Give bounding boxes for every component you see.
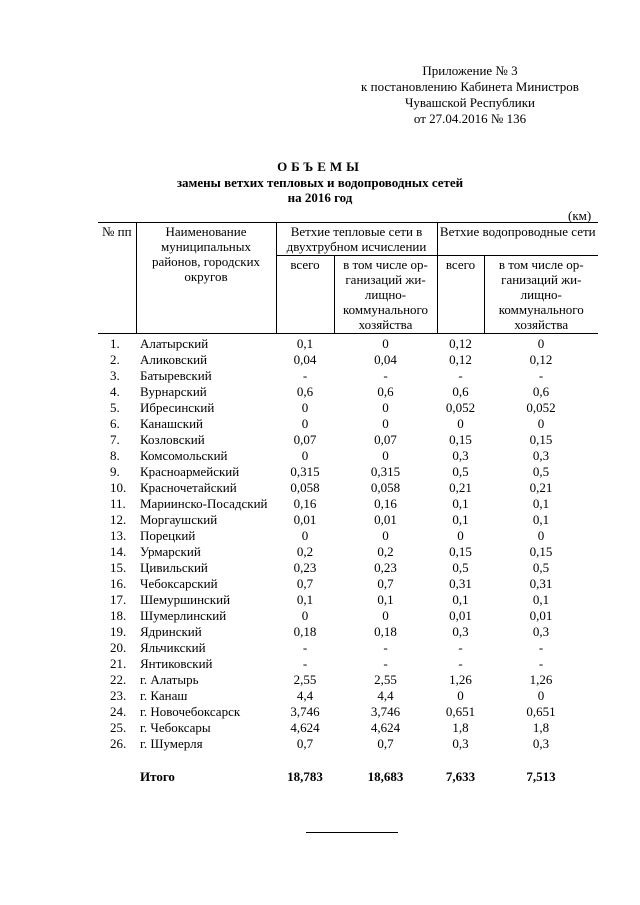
row-number: 5. [110, 400, 120, 415]
row-value-h-incl: 2,55 [374, 672, 397, 687]
row-value-w-incl: 0,1 [532, 592, 550, 607]
row-value-w-total: 0,1 [452, 592, 469, 607]
title-subtitle-1: замены ветхих тепловых и водопроводных сетей [176, 175, 464, 190]
row-value-w-total: - [458, 640, 463, 655]
row-number: 23. [110, 688, 127, 703]
row-value-w-total: 0,21 [449, 480, 472, 495]
table-row [98, 352, 598, 368]
row-number: 3. [110, 368, 120, 383]
row-value-h-total: 0 [301, 400, 309, 415]
row-number: 1. [110, 336, 120, 351]
title-heading: ОБЪЕМЫ [277, 159, 363, 174]
row-value-w-total: 1,26 [449, 672, 472, 687]
table-row [98, 528, 598, 544]
row-number: 24. [110, 704, 127, 719]
row-district-name: Чебоксарский [140, 576, 218, 591]
table-row [98, 384, 598, 400]
row-number: 14. [110, 544, 127, 559]
table-row [98, 416, 598, 432]
row-district-name: г. Новочебоксарск [140, 704, 241, 719]
volumes-table [98, 222, 598, 785]
row-number: 21. [110, 656, 127, 671]
row-value-w-total: 0,01 [449, 608, 472, 623]
row-value-h-total: 0,6 [296, 384, 314, 399]
table-row [98, 464, 598, 480]
total-value-w-incl: 7,513 [526, 769, 556, 784]
total-num-cell [98, 768, 136, 785]
row-value-h-total: 0,16 [293, 496, 317, 511]
row-value-w-incl: - [538, 368, 544, 383]
appendix-block [330, 63, 610, 127]
table-row [98, 496, 598, 512]
row-value-w-incl: 0 [537, 336, 545, 351]
row-value-h-total: 0 [301, 528, 309, 543]
header-num: № пп [98, 223, 136, 334]
row-district-name: Порецкий [140, 528, 196, 543]
row-value-w-incl: - [538, 656, 544, 671]
row-value-w-total: 0,3 [452, 448, 469, 463]
row-value-w-total: 0,052 [445, 400, 476, 415]
table-row [98, 334, 598, 353]
row-number: 16. [110, 576, 127, 591]
header-heat-total: всего [276, 256, 334, 334]
row-number: 26. [110, 736, 127, 751]
table-header [98, 223, 598, 334]
row-district-name: г. Канаш [140, 688, 188, 703]
row-value-w-incl: 0,3 [532, 736, 550, 751]
row-value-h-incl: 0,1 [377, 592, 394, 607]
row-value-w-incl: 0,12 [529, 352, 553, 367]
appendix-line-3: Чувашской Республики [404, 95, 536, 110]
row-value-h-incl: 0,7 [377, 576, 394, 591]
row-district-name: Козловский [140, 432, 205, 447]
row-number: 19. [110, 624, 127, 639]
row-value-h-incl: 0,04 [374, 352, 397, 367]
row-number: 7. [110, 432, 120, 447]
row-value-h-total: 0 [301, 416, 309, 431]
table-row [98, 736, 598, 752]
row-value-w-total: 0 [457, 416, 464, 431]
table-row [98, 656, 598, 672]
row-value-h-total: 0,1 [296, 592, 314, 607]
row-value-w-incl: 0 [537, 528, 545, 543]
row-number: 17. [110, 592, 127, 607]
total-label: Итого [140, 769, 175, 784]
row-value-w-total: 0,3 [452, 624, 469, 639]
row-value-h-total: 0,315 [290, 464, 320, 479]
row-value-w-incl: 0 [537, 688, 545, 703]
total-value-w-total: 7,633 [445, 769, 476, 784]
row-number: 4. [110, 384, 120, 399]
row-value-w-total: 0,6 [452, 384, 469, 399]
table-row [98, 480, 598, 496]
row-value-h-incl: - [383, 656, 388, 671]
row-value-w-incl: 0,15 [529, 432, 553, 447]
row-district-name: Вурнарский [140, 384, 207, 399]
row-district-name: Урмарский [140, 544, 201, 559]
table-row [98, 640, 598, 656]
row-number: 20. [110, 640, 127, 655]
row-value-w-total: 0,12 [449, 336, 472, 351]
row-value-w-incl: 0 [537, 416, 545, 431]
header-heat-incl: в том числе ор-ганизаций жи-лищно-коммунального хозяйства [334, 256, 437, 334]
row-district-name: Цивильский [140, 560, 208, 575]
row-number: 6. [110, 416, 120, 431]
row-value-h-incl: - [383, 368, 388, 383]
row-value-w-total: - [458, 656, 463, 671]
table-row [98, 592, 598, 608]
table-row [98, 624, 598, 640]
row-value-w-incl: 0,5 [532, 560, 550, 575]
row-value-w-incl: 0,3 [532, 624, 550, 639]
row-value-h-total: 2,55 [293, 672, 317, 687]
row-value-w-incl: 1,8 [532, 720, 550, 735]
row-value-h-incl: 0 [382, 416, 389, 431]
row-value-h-incl: 0,16 [374, 496, 397, 511]
row-value-h-incl: 0,07 [374, 432, 397, 447]
row-number: 22. [110, 672, 127, 687]
row-number: 9. [110, 464, 120, 479]
row-value-h-total: - [302, 656, 308, 671]
row-number: 2. [110, 352, 120, 367]
appendix-line-2: к постановлению Кабинета Министров [361, 79, 579, 94]
row-district-name: Алатырский [140, 336, 209, 351]
table-row [98, 704, 598, 720]
row-value-h-total: 0,7 [296, 736, 314, 751]
row-number: 10. [110, 480, 127, 495]
row-value-h-incl: 0,315 [370, 464, 401, 479]
row-value-h-incl: - [383, 640, 388, 655]
row-value-w-total: 0,3 [452, 736, 469, 751]
row-value-w-total: 0,31 [449, 576, 472, 591]
row-value-h-total: 0,01 [293, 512, 317, 527]
table-row [98, 576, 598, 592]
row-value-h-incl: 0 [382, 448, 389, 463]
row-value-h-total: 0,7 [296, 576, 314, 591]
row-district-name: Ибресинский [140, 400, 215, 415]
row-value-h-incl: 0 [382, 608, 389, 623]
row-number: 12. [110, 512, 127, 527]
row-value-w-total: 0,12 [449, 352, 472, 367]
row-value-h-total: 0,04 [293, 352, 317, 367]
table-row [98, 688, 598, 704]
table-row [98, 448, 598, 464]
row-value-h-incl: 0,23 [374, 560, 397, 575]
row-value-h-incl: 0,2 [377, 544, 394, 559]
total-value-h-total: 18,783 [287, 769, 323, 784]
table-row [98, 400, 598, 416]
header-water-total: всего [437, 256, 484, 334]
table-row [98, 432, 598, 448]
row-district-name: Мариинско-Посадский [140, 496, 268, 511]
row-district-name: Яльчикский [140, 640, 206, 655]
row-value-h-total: - [302, 640, 308, 655]
table-row [98, 512, 598, 528]
row-district-name: Красноармейский [140, 464, 240, 479]
row-value-w-total: 0 [457, 688, 464, 703]
row-district-name: г. Алатырь [140, 672, 199, 687]
row-district-name: Ядринский [140, 624, 202, 639]
row-number: 25. [110, 720, 127, 735]
total-value-h-incl: 18,683 [367, 769, 404, 784]
row-number: 11. [110, 496, 126, 511]
row-value-h-incl: 0 [382, 400, 389, 415]
table-row [98, 368, 598, 384]
row-district-name: Комсомольский [140, 448, 228, 463]
row-value-w-incl: 0,1 [532, 512, 550, 527]
row-value-w-total: - [458, 368, 463, 383]
row-number: 8. [110, 448, 120, 463]
row-district-name: г. Шумерля [140, 736, 203, 751]
row-value-w-incl: 0,31 [529, 576, 553, 591]
document-title [0, 158, 640, 205]
row-value-h-total: 0,058 [290, 480, 320, 495]
row-district-name: Канашский [140, 416, 204, 431]
row-value-w-total: 1,8 [452, 720, 469, 735]
row-value-w-incl: 0,01 [529, 608, 553, 623]
row-value-h-incl: 3,746 [370, 704, 401, 719]
row-value-h-incl: 0,058 [370, 480, 401, 495]
table-row [98, 608, 598, 624]
row-value-w-incl: 0,15 [529, 544, 553, 559]
table-row [98, 720, 598, 736]
row-value-h-total: 0 [301, 448, 309, 463]
row-district-name: Аликовский [140, 352, 208, 367]
row-value-w-total: 0,1 [452, 496, 469, 511]
row-value-w-total: 0,5 [452, 464, 469, 479]
spacer-row [98, 752, 598, 768]
row-number: 18. [110, 608, 127, 623]
row-district-name: Шумерлинский [140, 608, 227, 623]
header-name: Наименование муниципальных районов, городских округов [136, 223, 276, 334]
row-value-w-incl: 0,651 [526, 704, 556, 719]
row-value-h-total: 0,2 [296, 544, 314, 559]
table-body [98, 334, 598, 786]
row-value-h-total: 0 [301, 608, 309, 623]
header-heat-group: Ветхие тепловые сети в двухтрубном исчислении [276, 223, 437, 256]
row-district-name: г. Чебоксары [140, 720, 211, 735]
row-value-h-incl: 4,4 [377, 688, 394, 703]
row-value-h-incl: 0 [382, 528, 389, 543]
row-value-w-incl: - [538, 640, 544, 655]
row-value-h-incl: 0,01 [374, 512, 397, 527]
row-value-h-incl: 0,7 [377, 736, 394, 751]
row-value-w-incl: 0,6 [532, 384, 550, 399]
title-subtitle-2: на 2016 год [287, 190, 353, 205]
row-district-name: Моргаушский [140, 512, 218, 527]
table-row [98, 544, 598, 560]
row-district-name: Янтиковский [140, 656, 213, 671]
row-value-h-incl: 4,624 [370, 720, 401, 735]
table-row [98, 672, 598, 688]
row-value-h-total: 0,1 [296, 336, 314, 351]
unit-label: (км) [568, 208, 592, 223]
row-district-name: Красночетайский [140, 480, 237, 495]
row-value-h-total: 0,18 [293, 624, 317, 639]
row-value-h-total: 4,4 [296, 688, 314, 703]
row-district-name: Батыревский [140, 368, 212, 383]
row-value-w-total: 0,1 [452, 512, 469, 527]
row-value-h-total: - [302, 368, 308, 383]
row-value-h-total: 3,746 [290, 704, 320, 719]
row-value-h-incl: 0 [382, 336, 389, 351]
row-value-w-total: 0,5 [452, 560, 469, 575]
row-district-name: Шемуршинский [140, 592, 231, 607]
row-value-h-total: 0,07 [293, 432, 317, 447]
row-value-w-incl: 0,052 [526, 400, 556, 415]
closing-rule [306, 832, 398, 833]
row-value-w-total: 0 [457, 528, 464, 543]
row-value-w-incl: 0,5 [532, 464, 550, 479]
row-number: 13. [110, 528, 127, 543]
row-value-w-incl: 0,21 [529, 480, 553, 495]
row-value-w-total: 0,651 [445, 704, 476, 719]
row-value-w-total: 0,15 [449, 544, 472, 559]
total-row [98, 768, 598, 785]
row-number: 15. [110, 560, 127, 575]
appendix-line-1: Приложение № 3 [422, 63, 518, 78]
row-value-h-total: 4,624 [290, 720, 320, 735]
table-row [98, 560, 598, 576]
row-value-h-incl: 0,18 [374, 624, 397, 639]
header-water-group: Ветхие водопроводные сети [437, 223, 598, 256]
row-value-w-incl: 0,1 [532, 496, 550, 511]
row-value-w-total: 0,15 [449, 432, 472, 447]
appendix-line-4: от 27.04.2016 № 136 [413, 111, 527, 126]
row-value-h-total: 0,23 [293, 560, 317, 575]
header-water-incl: в том числе ор-ганизаций жи-лищно-коммунального хозяйства [484, 256, 598, 334]
row-value-h-incl: 0,6 [377, 384, 394, 399]
row-value-w-incl: 0,3 [532, 448, 550, 463]
row-value-w-incl: 1,26 [529, 672, 553, 687]
